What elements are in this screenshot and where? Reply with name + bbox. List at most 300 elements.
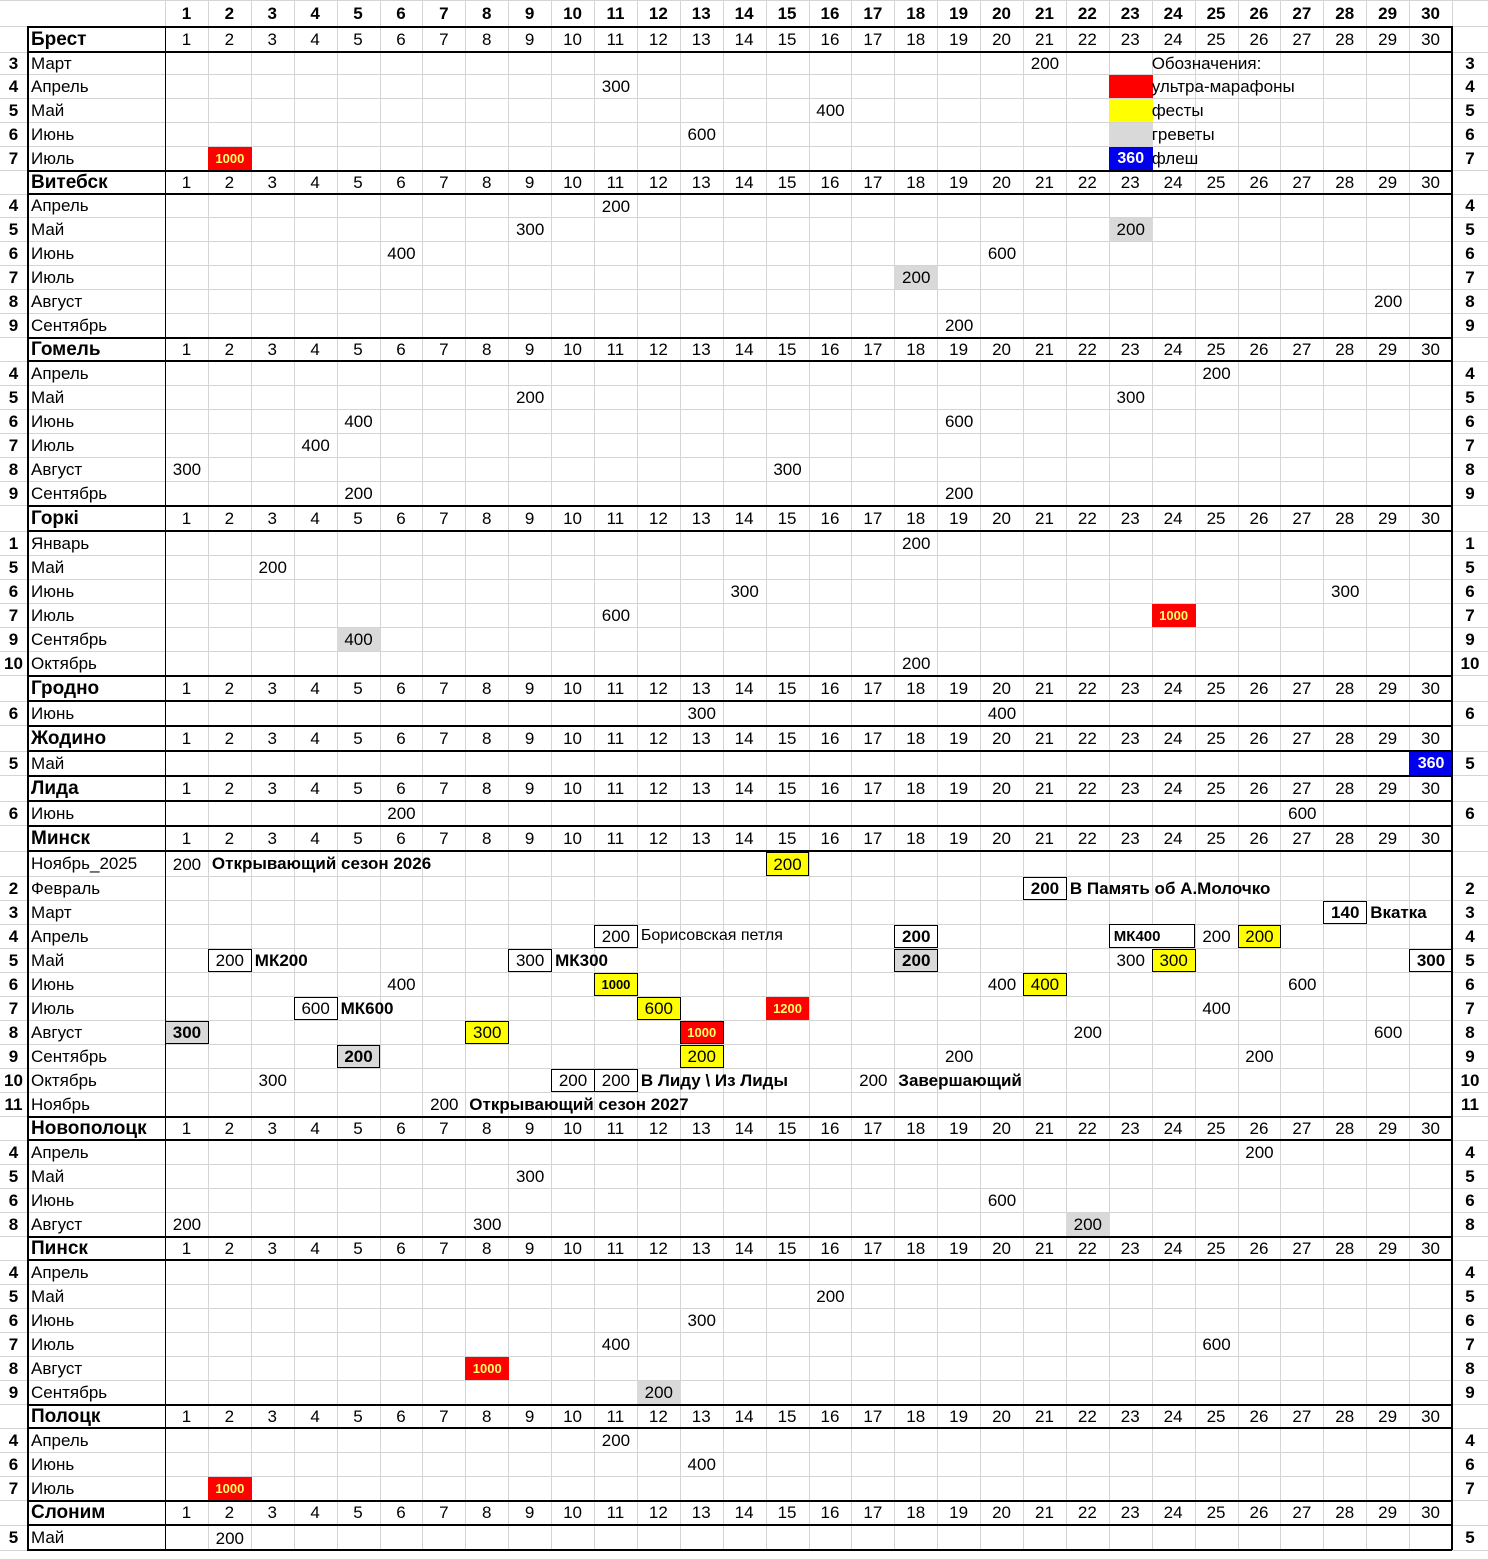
top-column-number: 9 (524, 3, 535, 23)
event-note: Борисовская петля (640, 927, 783, 944)
row-number-left: 6 (8, 581, 19, 601)
section-day-number: 29 (1378, 778, 1398, 798)
event-distance[interactable]: 200 (215, 1528, 245, 1548)
section-day-number: 2 (224, 778, 235, 798)
event-distance[interactable]: 200 (944, 484, 974, 503)
section-day-number: 25 (1206, 1118, 1226, 1138)
event-note: МК400 (1109, 924, 1195, 948)
event-distance[interactable]: 300 (258, 1071, 287, 1090)
section-day-number: 29 (1378, 172, 1398, 192)
section-day-number: 19 (949, 1238, 969, 1258)
section-day-number: 19 (949, 1406, 969, 1426)
section-day-number: 18 (906, 29, 926, 49)
event-distance[interactable]: 300 (1409, 949, 1453, 972)
row-number-left: 3 (8, 53, 19, 73)
section-day-number: 29 (1378, 1503, 1398, 1522)
section-day-number: 29 (1378, 508, 1398, 528)
event-distance[interactable]: 400 (816, 101, 845, 120)
event-distance[interactable]: 300 (465, 1021, 509, 1044)
section-day-number: 28 (1335, 1503, 1355, 1522)
section-day-number: 15 (777, 828, 797, 848)
section-day-number: 8 (482, 828, 492, 848)
section-day-number: 24 (1163, 1406, 1183, 1426)
section-day-number: 23 (1120, 29, 1140, 49)
section-day-number: 26 (1249, 728, 1269, 748)
month-name: Февраль (31, 878, 101, 898)
row-number-left: 4 (8, 926, 19, 946)
grid-line (0, 1308, 1488, 1309)
event-distance[interactable]: 300 (1331, 582, 1360, 601)
section-day-number: 11 (606, 508, 625, 528)
section-day-number: 20 (992, 1118, 1011, 1138)
event-distance[interactable]: 600 (294, 997, 338, 1020)
event-distance[interactable]: 1000 (680, 1021, 724, 1044)
section-day-number: 20 (992, 1406, 1011, 1426)
row-number-left: 6 (8, 1190, 19, 1210)
section-day-number: 4 (310, 1238, 320, 1258)
section-day-number: 27 (1292, 828, 1312, 848)
section-day-number: 11 (606, 29, 625, 49)
section-day-number: 3 (267, 1503, 277, 1522)
section-day-number: 16 (820, 508, 840, 528)
section-day-number: 2 (224, 172, 235, 192)
section-day-number: 5 (353, 828, 363, 848)
top-column-number: 17 (863, 3, 883, 23)
grid-border (165, 1500, 166, 1550)
event-distance[interactable]: 200 (430, 1095, 459, 1114)
row-number-left: 5 (8, 219, 19, 239)
event-distance[interactable]: 200 (1245, 1143, 1274, 1162)
event-distance[interactable]: 400 (687, 1455, 716, 1474)
row-number-right: 7 (1465, 1334, 1475, 1354)
section-day-number: 11 (606, 828, 625, 848)
section-day-number: 9 (524, 728, 535, 748)
section-day-number: 3 (267, 828, 277, 848)
event-distance[interactable]: 300 (473, 1215, 502, 1234)
event-distance[interactable]: 600 (1373, 1023, 1403, 1042)
grid-border (27, 825, 29, 1116)
row-number-left: 8 (8, 1022, 19, 1042)
top-column-number: 18 (906, 3, 926, 23)
event-distance[interactable]: 400 (344, 412, 373, 431)
event-distance[interactable]: 200 (944, 316, 974, 335)
section-day-number: 12 (648, 728, 668, 748)
event-distance[interactable]: 200 (1202, 364, 1231, 383)
row-number-right: 7 (1465, 267, 1475, 287)
grid-line (0, 1188, 1488, 1189)
section-day-number: 20 (992, 728, 1011, 748)
section-day-number: 12 (648, 1503, 668, 1522)
section-day-number: 30 (1421, 339, 1440, 359)
row-number-left: 9 (8, 1382, 19, 1402)
section-day-number: 5 (353, 1503, 363, 1522)
grid-line (0, 651, 1488, 652)
section-day-number: 27 (1292, 29, 1312, 49)
grid-border (27, 1116, 29, 1236)
top-column-number: 29 (1378, 3, 1398, 23)
grid-border (165, 725, 166, 775)
section-day-number: 20 (992, 29, 1011, 49)
event-distance[interactable]: 600 (944, 412, 974, 431)
event-note: В Лиду \ Из Лиды (640, 1070, 788, 1090)
section-day-number: 24 (1163, 1503, 1183, 1522)
section-day-number: 9 (524, 172, 535, 192)
section-day-number: 19 (949, 339, 969, 359)
section-day-number: 24 (1163, 29, 1183, 49)
row-number-right: 7 (1465, 148, 1475, 168)
row-number-right: 6 (1465, 1310, 1475, 1330)
event-distance[interactable]: 200 (258, 558, 287, 577)
section-day-number: 12 (648, 828, 668, 848)
section-day-number: 6 (396, 728, 406, 748)
row-number-left: 8 (8, 1214, 19, 1234)
section-day-number: 30 (1421, 508, 1440, 528)
event-distance[interactable]: 1000 (594, 973, 638, 996)
section-day-number: 4 (310, 828, 320, 848)
section-day-number: 10 (563, 1503, 582, 1522)
grid-border (1451, 26, 1453, 170)
legend-label: фесты (1151, 100, 1204, 120)
section-day-number: 17 (863, 1503, 883, 1522)
city-name: Жодино (31, 727, 107, 749)
section-day-number: 28 (1335, 728, 1355, 748)
section-day-number: 11 (606, 339, 625, 359)
event-distance[interactable]: 400 (601, 1335, 631, 1354)
top-column-number: 12 (648, 3, 668, 23)
section-day-number: 16 (820, 339, 840, 359)
section-day-number: 26 (1249, 339, 1269, 359)
section-day-number: 6 (396, 172, 406, 192)
row-number-left: 9 (8, 483, 19, 503)
section-day-number: 14 (734, 29, 754, 49)
section-day-number: 30 (1421, 1406, 1440, 1426)
month-name: Июнь (31, 1190, 75, 1210)
event-distance[interactable]: 200 (1109, 218, 1153, 241)
section-day-number: 19 (949, 778, 969, 798)
row-number-left: 10 (4, 653, 23, 673)
section-day-number: 6 (396, 1406, 406, 1426)
row-number-right: 1 (1465, 533, 1475, 553)
event-distance[interactable]: 200 (344, 484, 373, 503)
section-day-number: 4 (310, 172, 320, 192)
section-day-number: 30 (1421, 29, 1440, 49)
row-number-left: 11 (4, 1094, 23, 1114)
section-day-number: 5 (353, 508, 363, 528)
section-day-number: 1 (181, 29, 192, 49)
event-distance[interactable]: 300 (601, 77, 631, 96)
section-day-number: 30 (1421, 1503, 1440, 1522)
row-number-left: 9 (8, 315, 19, 335)
section-day-number: 10 (563, 828, 582, 848)
month-name: Май (31, 219, 65, 239)
section-day-number: 12 (648, 29, 668, 49)
event-distance[interactable]: 600 (601, 606, 631, 625)
event-distance[interactable]: 600 (1288, 804, 1317, 823)
month-name: Сентябрь (31, 629, 108, 649)
section-day-number: 1 (181, 1503, 192, 1522)
grid-border (27, 775, 29, 825)
event-distance[interactable]: 1000 (208, 147, 252, 170)
section-day-number: 17 (863, 1406, 883, 1426)
event-distance[interactable]: 300 (515, 220, 545, 239)
section-day-number: 14 (734, 728, 754, 748)
event-distance[interactable]: 200 (551, 1069, 595, 1092)
section-day-number: 19 (949, 728, 969, 748)
row-number-left: 5 (8, 950, 19, 970)
grid-border (27, 170, 29, 337)
event-distance[interactable]: 200 (172, 1215, 202, 1234)
row-number-right: 5 (1465, 100, 1475, 120)
section-day-number: 13 (691, 828, 711, 848)
section-day-number: 1 (181, 828, 192, 848)
event-distance[interactable]: 600 (687, 125, 716, 144)
event-distance[interactable]: 400 (387, 244, 416, 263)
event-distance[interactable]: 200 (1245, 1047, 1274, 1066)
month-name: Июнь (31, 124, 75, 144)
event-distance[interactable]: 300 (1116, 388, 1145, 407)
row-number-right: 6 (1465, 124, 1475, 144)
event-distance[interactable]: 200 (337, 1045, 381, 1068)
section-day-number: 13 (691, 29, 711, 49)
event-distance[interactable]: 200 (208, 949, 252, 972)
section-day-number: 7 (439, 728, 449, 748)
section-day-number: 3 (267, 728, 277, 748)
event-distance[interactable]: 200 (680, 1045, 724, 1068)
event-distance[interactable]: 1000 (465, 1357, 509, 1380)
grid-line (0, 555, 1488, 556)
section-day-number: 18 (906, 828, 926, 848)
event-distance[interactable]: 200 (1238, 925, 1282, 948)
grid-border (165, 170, 166, 337)
section-day-number: 30 (1421, 778, 1440, 798)
event-distance[interactable]: 600 (1202, 1335, 1231, 1354)
section-day-number: 10 (563, 778, 582, 798)
event-distance[interactable]: 200 (1073, 1023, 1103, 1042)
event-distance[interactable]: 200 (1373, 292, 1403, 311)
event-distance[interactable]: 600 (1288, 975, 1317, 994)
grid-line (0, 481, 1488, 482)
section-day-number: 1 (181, 339, 192, 359)
section-day-number: 24 (1163, 339, 1183, 359)
section-day-number: 17 (863, 728, 883, 748)
month-name: Август (31, 291, 83, 311)
event-distance[interactable]: 300 (508, 949, 552, 972)
section-day-number: 21 (1034, 1503, 1054, 1522)
grid-line (0, 241, 1488, 242)
legend-swatch (1109, 123, 1153, 146)
event-distance[interactable]: 200 (859, 1071, 888, 1090)
event-distance[interactable]: 400 (1202, 999, 1231, 1018)
grid-line (0, 1212, 1488, 1213)
section-day-number: 14 (734, 1118, 754, 1138)
event-distance[interactable]: 400 (987, 975, 1017, 994)
month-name: Август (31, 1358, 83, 1378)
section-day-number: 8 (482, 728, 492, 748)
event-distance[interactable]: 1200 (766, 997, 810, 1020)
section-day-number: 27 (1292, 1406, 1312, 1426)
event-distance[interactable]: 300 (687, 704, 716, 723)
section-day-number: 17 (863, 29, 883, 49)
event-distance[interactable]: 200 (637, 1381, 681, 1404)
section-day-number: 23 (1120, 1118, 1140, 1138)
event-distance[interactable]: 200 (902, 654, 931, 673)
section-day-number: 17 (863, 1238, 883, 1258)
section-day-number: 24 (1163, 678, 1183, 698)
event-distance[interactable]: 300 (730, 582, 759, 601)
section-day-number: 30 (1421, 728, 1440, 748)
legend-swatch: 360 (1109, 147, 1153, 170)
city-name: Пинск (31, 1237, 88, 1259)
section-day-number: 9 (524, 678, 535, 698)
event-distance[interactable]: 200 (515, 388, 545, 407)
section-day-number: 21 (1034, 508, 1054, 528)
event-distance[interactable]: 600 (987, 244, 1017, 263)
city-name: Лида (31, 777, 79, 799)
section-day-number: 25 (1206, 172, 1226, 192)
event-distance[interactable]: 200 (894, 925, 938, 948)
month-name: Июль (31, 1478, 75, 1498)
section-day-number: 30 (1421, 678, 1440, 698)
row-number-left: 6 (8, 1454, 19, 1474)
event-distance[interactable]: 600 (637, 997, 681, 1020)
event-distance[interactable]: 400 (1023, 973, 1067, 996)
event-distance[interactable]: 300 (165, 1021, 209, 1044)
month-name: Сентябрь (31, 1382, 108, 1402)
section-day-number: 11 (606, 172, 625, 192)
event-distance[interactable]: 400 (337, 628, 381, 651)
event-distance[interactable]: 200 (1066, 1213, 1110, 1236)
section-day-number: 26 (1249, 778, 1269, 798)
section-day-number: 23 (1120, 508, 1140, 528)
event-distance[interactable]: 200 (387, 804, 416, 823)
event-distance[interactable]: 200 (894, 949, 938, 972)
event-distance[interactable]: 200 (816, 1287, 845, 1306)
event-distance[interactable]: 300 (773, 460, 802, 479)
section-day-number: 3 (267, 778, 277, 798)
month-name: Июль (31, 148, 75, 168)
top-column-number: 10 (563, 3, 582, 23)
section-day-number: 18 (906, 678, 926, 698)
section-day-number: 20 (992, 1238, 1011, 1258)
section-day-number: 12 (648, 339, 668, 359)
row-number-left: 5 (8, 1286, 19, 1306)
event-distance[interactable]: 300 (1116, 951, 1145, 970)
event-distance[interactable]: 200 (601, 1431, 631, 1450)
row-number-right: 6 (1465, 703, 1475, 723)
event-distance[interactable]: 200 (766, 852, 810, 876)
event-distance[interactable]: 1000 (1152, 604, 1196, 627)
event-distance[interactable]: 200 (894, 266, 938, 289)
event-distance[interactable]: 200 (594, 925, 638, 948)
section-day-number: 25 (1206, 339, 1226, 359)
section-day-number: 16 (820, 828, 840, 848)
event-distance[interactable]: 200 (1023, 877, 1067, 900)
section-day-number: 10 (563, 172, 582, 192)
section-day-number: 17 (863, 339, 883, 359)
row-number-right: 10 (1460, 653, 1480, 673)
month-name: Апрель (31, 196, 89, 215)
grid-border (1451, 725, 1453, 775)
top-column-number: 1 (181, 3, 192, 23)
section-day-number: 9 (524, 1118, 535, 1138)
event-distance[interactable]: 400 (387, 975, 416, 994)
section-day-number: 28 (1335, 828, 1355, 848)
row-number-right: 6 (1465, 803, 1475, 823)
section-day-number: 25 (1206, 1503, 1226, 1522)
top-column-number: 13 (691, 3, 711, 23)
section-day-number: 22 (1077, 1118, 1097, 1138)
event-distance[interactable]: 200 (944, 1047, 974, 1066)
event-distance[interactable]: 400 (301, 436, 330, 455)
event-distance[interactable]: 360 (1409, 752, 1453, 775)
grid-border (27, 1236, 29, 1404)
row-number-left: 9 (8, 1046, 19, 1066)
event-distance[interactable]: 1000 (208, 1477, 252, 1500)
event-distance[interactable]: 300 (172, 460, 202, 479)
event-distance[interactable]: 300 (515, 1167, 545, 1186)
row-number-left: 4 (8, 1142, 19, 1162)
event-distance[interactable]: 200 (601, 196, 631, 216)
section-day-number: 13 (691, 1238, 711, 1258)
top-column-number: 23 (1120, 3, 1140, 23)
row-number-left: 7 (8, 148, 19, 168)
event-distance[interactable]: 200 (1202, 927, 1231, 946)
section-day-number: 5 (353, 1406, 363, 1426)
section-day-number: 15 (777, 1238, 797, 1258)
grid-border (165, 775, 166, 825)
event-distance[interactable]: 400 (987, 704, 1017, 723)
month-name: Май (31, 1528, 65, 1547)
event-distance[interactable]: 300 (687, 1311, 716, 1330)
section-day-number: 29 (1378, 678, 1398, 698)
grid-border (165, 1236, 166, 1404)
event-distance[interactable]: 200 (172, 854, 202, 874)
section-day-number: 24 (1163, 172, 1183, 192)
month-name: Сентябрь (31, 1046, 108, 1066)
top-column-number: 20 (992, 3, 1011, 23)
event-distance[interactable]: 140 (1323, 901, 1367, 924)
row-number-right: 4 (1465, 1142, 1475, 1162)
section-day-number: 7 (439, 29, 449, 49)
section-day-number: 8 (482, 508, 492, 528)
section-day-number: 8 (482, 1406, 492, 1426)
row-number-right: 8 (1465, 459, 1475, 479)
month-name: Май (31, 950, 65, 970)
section-day-number: 5 (353, 29, 363, 49)
section-day-number: 6 (396, 678, 406, 698)
row-number-left: 5 (8, 557, 19, 577)
event-distance[interactable]: 600 (987, 1191, 1017, 1210)
section-day-number: 1 (181, 1238, 192, 1258)
section-day-number: 7 (439, 339, 449, 359)
grid-border (165, 1404, 166, 1500)
event-distance[interactable]: 200 (902, 534, 931, 553)
section-day-number: 9 (524, 1406, 535, 1426)
row-number-left: 1 (8, 533, 19, 553)
event-distance[interactable]: 200 (594, 1069, 638, 1092)
grid-border (1451, 1116, 1453, 1236)
section-day-number: 7 (439, 678, 449, 698)
section-day-number: 3 (267, 29, 277, 49)
row-number-right: 4 (1465, 76, 1475, 96)
event-distance[interactable]: 300 (1152, 949, 1196, 972)
event-distance[interactable]: 200 (1030, 54, 1060, 73)
section-day-number: 8 (482, 1238, 492, 1258)
row-number-right: 5 (1465, 219, 1475, 239)
section-day-number: 25 (1206, 728, 1226, 748)
section-day-number: 27 (1292, 172, 1312, 192)
section-day-number: 13 (691, 778, 711, 798)
